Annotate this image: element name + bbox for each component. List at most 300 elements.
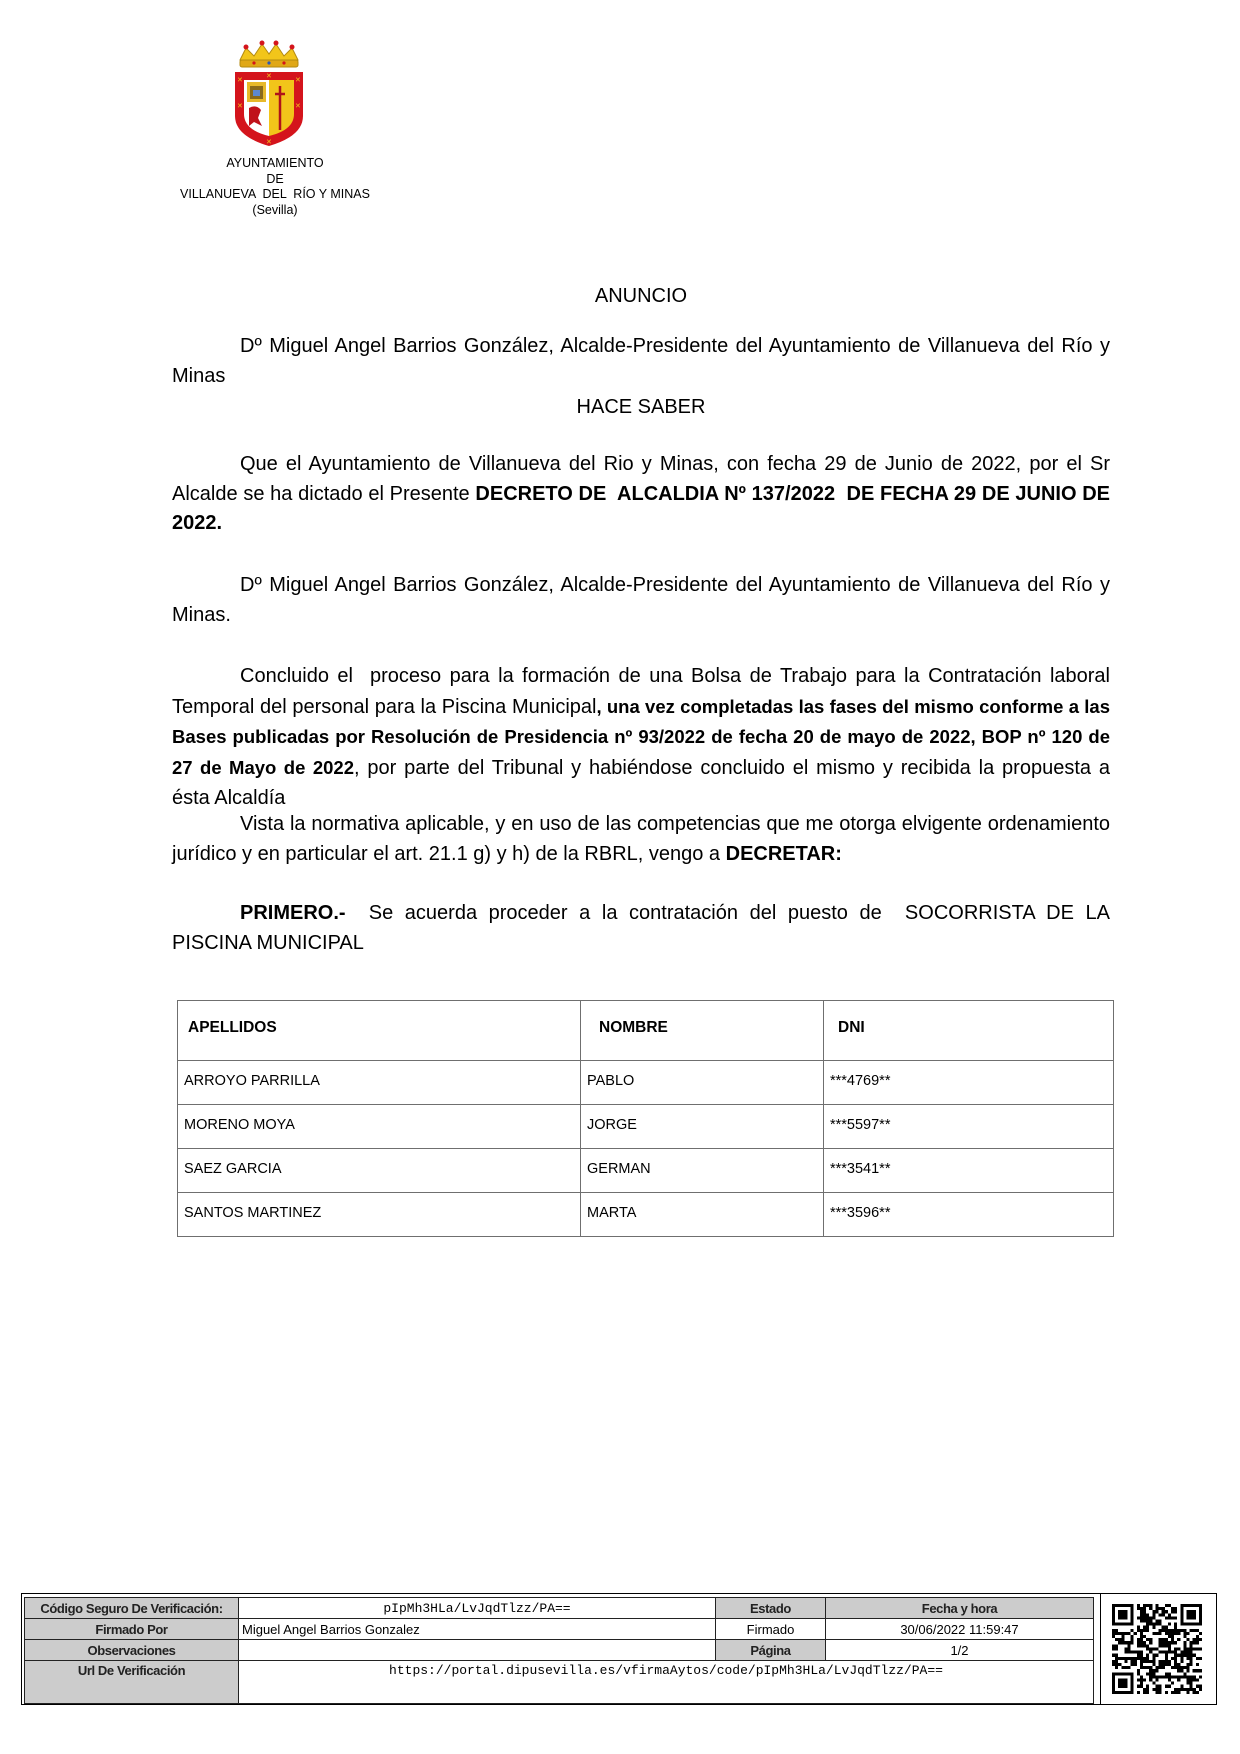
cell-nombre: GERMAN xyxy=(581,1149,824,1193)
qr-module xyxy=(1171,1651,1174,1654)
qr-module xyxy=(1168,1613,1171,1616)
qr-module xyxy=(1159,1666,1162,1669)
qr-module xyxy=(1168,1635,1171,1638)
qr-module xyxy=(1171,1641,1174,1644)
qr-module xyxy=(1149,1638,1152,1641)
candidates-table xyxy=(177,1000,1114,1237)
qr-module xyxy=(1183,1644,1186,1647)
qr-module xyxy=(1124,1632,1127,1635)
qr-module xyxy=(1118,1641,1121,1644)
qr-module xyxy=(1180,1660,1183,1663)
qr-module xyxy=(1112,1660,1115,1663)
qr-module xyxy=(1137,1607,1140,1610)
qr-module xyxy=(1159,1675,1162,1678)
qr-module xyxy=(1159,1691,1162,1694)
qr-module xyxy=(1118,1638,1121,1641)
qr-module xyxy=(1168,1685,1171,1688)
qr-module xyxy=(1155,1688,1158,1691)
qr-module xyxy=(1168,1675,1171,1678)
bases-reference: , una vez completadas las fases del mismo conforme a las Bases publicadas por Resolución de Presidencia nº 93/2022 de fecha 20 de mayo de 2022, BOP nº 120 de 27 de Mayo de 2022 xyxy=(172,695,1110,779)
qr-module xyxy=(1159,1632,1162,1635)
qr-module xyxy=(1190,1647,1193,1650)
cell-dni: ***3541** xyxy=(824,1149,1114,1193)
qr-module xyxy=(1190,1682,1193,1685)
table-row xyxy=(178,1061,1114,1105)
qr-module xyxy=(1186,1651,1189,1654)
table-row xyxy=(178,1149,1114,1193)
qr-module xyxy=(1140,1610,1143,1613)
qr-module xyxy=(1165,1626,1168,1629)
qr-module xyxy=(1168,1644,1171,1647)
qr-module xyxy=(1168,1604,1171,1607)
qr-module xyxy=(1115,1629,1118,1632)
qr-module xyxy=(1159,1651,1162,1654)
qr-module xyxy=(1174,1663,1177,1666)
qr-module xyxy=(1171,1666,1174,1669)
qr-module xyxy=(1118,1632,1121,1635)
qr-module xyxy=(1171,1635,1174,1638)
cell-dni: ***3596** xyxy=(824,1193,1114,1237)
qr-module xyxy=(1177,1632,1180,1635)
qr-module xyxy=(1115,1647,1118,1650)
qr-module xyxy=(1165,1629,1168,1632)
qr-module xyxy=(1112,1629,1115,1632)
qr-module xyxy=(1137,1638,1140,1641)
qr-module xyxy=(1124,1647,1127,1650)
table-row xyxy=(178,1193,1114,1237)
qr-module xyxy=(1140,1682,1143,1685)
qr-module xyxy=(1134,1657,1137,1660)
qr-module xyxy=(1193,1675,1196,1678)
qr-module xyxy=(1115,1663,1118,1666)
qr-module xyxy=(1171,1616,1174,1619)
table-header-row xyxy=(178,1001,1114,1061)
qr-module xyxy=(1168,1629,1171,1632)
qr-module xyxy=(1152,1647,1155,1650)
qr-module xyxy=(1190,1641,1193,1644)
observaciones-row xyxy=(25,1640,1094,1661)
qr-module xyxy=(1199,1685,1202,1688)
qr-module xyxy=(1159,1620,1162,1623)
qr-module xyxy=(1174,1688,1177,1691)
qr-module xyxy=(1193,1629,1196,1632)
qr-module xyxy=(1143,1644,1146,1647)
qr-module xyxy=(1155,1666,1158,1669)
qr-module xyxy=(1115,1638,1118,1641)
observaciones-value xyxy=(239,1640,716,1661)
qr-module xyxy=(1152,1660,1155,1663)
qr-module xyxy=(1152,1654,1155,1657)
qr-module xyxy=(1199,1647,1202,1650)
qr-module xyxy=(1112,1654,1115,1657)
qr-module xyxy=(1165,1616,1168,1619)
qr-module xyxy=(1180,1685,1183,1688)
qr-module xyxy=(1186,1638,1189,1641)
svg-text:✕: ✕ xyxy=(295,102,301,110)
qr-module xyxy=(1183,1632,1186,1635)
qr-module xyxy=(1165,1644,1168,1647)
qr-module xyxy=(1128,1666,1131,1669)
qr-module xyxy=(1152,1626,1155,1629)
qr-module xyxy=(1115,1654,1118,1657)
qr-module xyxy=(1196,1678,1199,1681)
qr-module xyxy=(1137,1654,1140,1657)
qr-module xyxy=(1137,1678,1140,1681)
qr-module xyxy=(1186,1663,1189,1666)
qr-module xyxy=(1155,1669,1158,1672)
qr-module xyxy=(1140,1675,1143,1678)
svg-text:✕: ✕ xyxy=(295,76,301,84)
qr-module xyxy=(1174,1666,1177,1669)
qr-module xyxy=(1149,1672,1152,1675)
qr-module xyxy=(1190,1675,1193,1678)
qr-module xyxy=(1180,1654,1183,1657)
cell-nombre: MARTA xyxy=(581,1193,824,1237)
qr-module xyxy=(1180,1675,1183,1678)
qr-module xyxy=(1196,1635,1199,1638)
qr-module xyxy=(1174,1657,1177,1660)
qr-module xyxy=(1146,1688,1149,1691)
qr-module xyxy=(1177,1654,1180,1657)
qr-module xyxy=(1171,1638,1174,1641)
qr-module xyxy=(1152,1657,1155,1660)
url-row xyxy=(25,1661,1094,1704)
qr-module xyxy=(1186,1691,1189,1694)
qr-module xyxy=(1186,1675,1189,1678)
qr-module xyxy=(1134,1632,1137,1635)
qr-module xyxy=(1159,1613,1162,1616)
fecha-value: 30/06/2022 11:59:47 xyxy=(826,1619,1094,1640)
qr-module xyxy=(1177,1638,1180,1641)
qr-module xyxy=(1137,1691,1140,1694)
qr-module xyxy=(1162,1607,1165,1610)
svg-text:✕: ✕ xyxy=(266,72,272,80)
qr-module xyxy=(1190,1678,1193,1681)
qr-module xyxy=(1174,1651,1177,1654)
qr-module xyxy=(1149,1666,1152,1669)
qr-module xyxy=(1193,1654,1196,1657)
qr-module xyxy=(1152,1675,1155,1678)
qr-module xyxy=(1193,1669,1196,1672)
cell-nombre: PABLO xyxy=(581,1061,824,1105)
qr-module xyxy=(1165,1604,1168,1607)
qr-module xyxy=(1177,1669,1180,1672)
qr-finder-pattern xyxy=(1186,1610,1195,1619)
qr-module xyxy=(1152,1610,1155,1613)
qr-module xyxy=(1128,1632,1131,1635)
qr-module xyxy=(1152,1632,1155,1635)
qr-module xyxy=(1155,1647,1158,1650)
qr-module xyxy=(1140,1620,1143,1623)
qr-module xyxy=(1177,1678,1180,1681)
qr-module xyxy=(1140,1616,1143,1619)
qr-module xyxy=(1143,1626,1146,1629)
qr-module xyxy=(1183,1641,1186,1644)
qr-module xyxy=(1171,1675,1174,1678)
qr-module xyxy=(1131,1657,1134,1660)
qr-module xyxy=(1146,1666,1149,1669)
firmado-row xyxy=(25,1619,1094,1640)
estado-value: Firmado xyxy=(716,1619,826,1640)
qr-module xyxy=(1193,1641,1196,1644)
qr-module xyxy=(1152,1613,1155,1616)
qr-module xyxy=(1159,1623,1162,1626)
qr-module xyxy=(1137,1685,1140,1688)
qr-module xyxy=(1140,1607,1143,1610)
qr-module xyxy=(1143,1613,1146,1616)
qr-module xyxy=(1196,1691,1199,1694)
qr-module xyxy=(1143,1666,1146,1669)
qr-module xyxy=(1143,1607,1146,1610)
qr-module xyxy=(1171,1657,1174,1660)
qr-module xyxy=(1183,1672,1186,1675)
qr-module xyxy=(1146,1672,1149,1675)
qr-module xyxy=(1180,1651,1183,1654)
qr-module xyxy=(1134,1651,1137,1654)
qr-module xyxy=(1137,1616,1140,1619)
qr-module xyxy=(1143,1610,1146,1613)
qr-module xyxy=(1149,1675,1152,1678)
qr-module xyxy=(1115,1644,1118,1647)
cell-nombre: JORGE xyxy=(581,1105,824,1149)
qr-module xyxy=(1186,1678,1189,1681)
table-row xyxy=(178,1105,1114,1149)
qr-module xyxy=(1146,1604,1149,1607)
qr-module xyxy=(1174,1632,1177,1635)
qr-module xyxy=(1193,1638,1196,1641)
qr-module xyxy=(1186,1666,1189,1669)
qr-module xyxy=(1140,1651,1143,1654)
qr-module xyxy=(1183,1688,1186,1691)
qr-code-icon[interactable] xyxy=(1112,1604,1202,1694)
qr-module xyxy=(1152,1682,1155,1685)
qr-module xyxy=(1186,1682,1189,1685)
decretar-label: DECRETAR: xyxy=(725,842,842,865)
estado-label: Estado xyxy=(716,1598,826,1619)
qr-module xyxy=(1162,1651,1165,1654)
qr-module xyxy=(1146,1660,1149,1663)
qr-module xyxy=(1143,1635,1146,1638)
qr-module xyxy=(1149,1623,1152,1626)
qr-module xyxy=(1174,1641,1177,1644)
qr-module xyxy=(1152,1672,1155,1675)
qr-module xyxy=(1196,1657,1199,1660)
qr-module xyxy=(1174,1607,1177,1610)
qr-module xyxy=(1199,1638,1202,1641)
qr-module xyxy=(1121,1641,1124,1644)
qr-module xyxy=(1183,1675,1186,1678)
qr-module xyxy=(1190,1663,1193,1666)
qr-module xyxy=(1140,1629,1143,1632)
qr-module xyxy=(1183,1651,1186,1654)
qr-module xyxy=(1168,1678,1171,1681)
qr-module xyxy=(1115,1632,1118,1635)
qr-module xyxy=(1159,1660,1162,1663)
qr-module xyxy=(1124,1651,1127,1654)
qr-module xyxy=(1162,1613,1165,1616)
qr-module xyxy=(1155,1685,1158,1688)
qr-module xyxy=(1149,1616,1152,1619)
qr-module xyxy=(1137,1669,1140,1672)
hace-saber-heading: HACE SABER xyxy=(576,396,706,418)
qr-module xyxy=(1137,1657,1140,1660)
qr-module xyxy=(1143,1641,1146,1644)
qr-module xyxy=(1174,1675,1177,1678)
qr-module xyxy=(1190,1654,1193,1657)
qr-module xyxy=(1165,1675,1168,1678)
qr-module xyxy=(1162,1626,1165,1629)
svg-text:✕: ✕ xyxy=(237,102,243,110)
qr-module xyxy=(1146,1629,1149,1632)
qr-module xyxy=(1143,1604,1146,1607)
qr-module xyxy=(1177,1691,1180,1694)
qr-module xyxy=(1159,1663,1162,1666)
qr-module xyxy=(1177,1663,1180,1666)
qr-module xyxy=(1180,1669,1183,1672)
qr-module xyxy=(1162,1638,1165,1641)
concluido-paragraph: Concluido el proceso para la formación de una Bolsa de Trabajo para la Contratación laboral Temporal del personal para la Piscina Municipal, una vez completadas las fases del mismo conforme a las Bases publicadas por Resolución de Presidencia nº 93/2022 de fecha 20 de mayo de 2022, BOP nº 120 de 27 de Mayo de 2022, por parte del Tribunal y habiéndose concluido el mismo y recibida la propuesta a ésta Alcaldía xyxy=(172,665,1116,809)
qr-module xyxy=(1165,1685,1168,1688)
qr-module xyxy=(1159,1688,1162,1691)
qr-module xyxy=(1140,1635,1143,1638)
qr-module xyxy=(1165,1657,1168,1660)
qr-module xyxy=(1155,1620,1158,1623)
qr-module xyxy=(1174,1654,1177,1657)
qr-module xyxy=(1146,1644,1149,1647)
qr-module xyxy=(1159,1638,1162,1641)
qr-module xyxy=(1165,1610,1168,1613)
qr-module xyxy=(1199,1669,1202,1672)
qr-module xyxy=(1134,1660,1137,1663)
qr-module xyxy=(1168,1623,1171,1626)
qr-module xyxy=(1155,1654,1158,1657)
qr-module xyxy=(1168,1672,1171,1675)
cell-dni: ***4769** xyxy=(824,1061,1114,1105)
url-label: Url De Verificación xyxy=(25,1661,239,1704)
qr-module xyxy=(1199,1688,1202,1691)
qr-module xyxy=(1168,1647,1171,1650)
qr-module xyxy=(1149,1641,1152,1644)
qr-module xyxy=(1143,1657,1146,1660)
qr-module xyxy=(1146,1613,1149,1616)
column-header-apellidos: APELLIDOS xyxy=(178,1001,581,1061)
qr-module xyxy=(1165,1663,1168,1666)
qr-module xyxy=(1137,1626,1140,1629)
qr-module xyxy=(1131,1660,1134,1663)
qr-module xyxy=(1165,1672,1168,1675)
qr-module xyxy=(1190,1688,1193,1691)
qr-module xyxy=(1121,1638,1124,1641)
qr-module xyxy=(1121,1635,1124,1638)
column-header-nombre: NOMBRE xyxy=(581,1001,824,1061)
qr-module xyxy=(1140,1685,1143,1688)
qr-module xyxy=(1168,1616,1171,1619)
qr-module xyxy=(1146,1647,1149,1650)
qr-module xyxy=(1171,1691,1174,1694)
intro-paragraph: Dº Miguel Angel Barrios González, Alcalde-Presidente del Ayuntamiento de Villanueva del Río y Minas xyxy=(172,335,1110,387)
qr-module xyxy=(1140,1641,1143,1644)
csv-value: pIpMh3HLa/LvJqdTlzz/PA== xyxy=(239,1598,716,1619)
qr-module xyxy=(1118,1657,1121,1660)
qr-module xyxy=(1137,1604,1140,1607)
qr-module xyxy=(1174,1660,1177,1663)
decree-reference: DECRETO DE ALCALDIA Nº 137/2022 DE FECHA 29 DE JUNIO DE 2022. xyxy=(172,482,1116,535)
qr-module xyxy=(1143,1688,1146,1691)
verification-url-link[interactable]: https://portal.dipusevilla.es/vfirmaAytos/code/pIpMh3HLa/LvJqdTlzz/PA== xyxy=(239,1661,1094,1704)
pagina-label: Página xyxy=(716,1640,826,1661)
qr-module xyxy=(1162,1666,1165,1669)
qr-module xyxy=(1193,1691,1196,1694)
qr-module xyxy=(1146,1691,1149,1694)
cell-dni: ***5597** xyxy=(824,1105,1114,1149)
qr-module xyxy=(1149,1660,1152,1663)
qr-module xyxy=(1177,1666,1180,1669)
csv-label: Código Seguro De Verificación: xyxy=(25,1598,239,1619)
qr-module xyxy=(1143,1660,1146,1663)
qr-module xyxy=(1128,1657,1131,1660)
qr-module xyxy=(1190,1685,1193,1688)
svg-text:✕: ✕ xyxy=(237,76,243,84)
qr-module xyxy=(1193,1678,1196,1681)
qr-module xyxy=(1193,1647,1196,1650)
qr-module xyxy=(1174,1691,1177,1694)
qr-module xyxy=(1152,1623,1155,1626)
qr-module xyxy=(1143,1616,1146,1619)
qr-module xyxy=(1171,1607,1174,1610)
qr-module xyxy=(1168,1663,1171,1666)
qr-module xyxy=(1112,1647,1115,1650)
qr-module xyxy=(1165,1660,1168,1663)
org-line: AYUNTAMIENTO xyxy=(226,156,324,170)
qr-module xyxy=(1186,1632,1189,1635)
qr-module xyxy=(1115,1660,1118,1663)
qr-module xyxy=(1146,1616,1149,1619)
decree-paragraph: Que el Ayuntamiento de Villanueva del Rio y Minas, con fecha 29 de Junio de 2022, por el Sr Alcalde se ha dictado el Presente DECRETO DE ALCALDIA Nº 137/2022 DE FECHA 29 DE JUNIO DE 2022. xyxy=(172,453,1116,535)
qr-module xyxy=(1183,1666,1186,1669)
qr-module xyxy=(1137,1672,1140,1675)
qr-module xyxy=(1171,1610,1174,1613)
qr-module xyxy=(1121,1632,1124,1635)
qr-module xyxy=(1143,1678,1146,1681)
qr-module xyxy=(1146,1657,1149,1660)
qr-module xyxy=(1155,1675,1158,1678)
qr-module xyxy=(1180,1688,1183,1691)
qr-module xyxy=(1112,1644,1115,1647)
qr-module xyxy=(1174,1626,1177,1629)
qr-module xyxy=(1186,1657,1189,1660)
qr-module xyxy=(1180,1657,1183,1660)
qr-module xyxy=(1155,1691,1158,1694)
qr-module xyxy=(1190,1651,1193,1654)
qr-module xyxy=(1159,1629,1162,1632)
qr-module xyxy=(1140,1663,1143,1666)
cell-apellidos: MORENO MOYA xyxy=(178,1105,581,1149)
qr-module xyxy=(1149,1647,1152,1650)
qr-module xyxy=(1137,1629,1140,1632)
qr-module xyxy=(1131,1629,1134,1632)
organization-name xyxy=(160,156,390,218)
qr-module xyxy=(1128,1647,1131,1650)
qr-module xyxy=(1134,1663,1137,1666)
qr-module xyxy=(1196,1669,1199,1672)
qr-module xyxy=(1196,1647,1199,1650)
qr-module xyxy=(1155,1632,1158,1635)
qr-module xyxy=(1180,1629,1183,1632)
qr-module xyxy=(1140,1613,1143,1616)
primero-paragraph: PRIMERO.- Se acuerda proceder a la contratación del puesto de SOCORRISTA DE LA PISCINA MUNICIPAL xyxy=(172,902,1116,954)
qr-module xyxy=(1196,1663,1199,1666)
signature-table xyxy=(24,1597,1094,1704)
